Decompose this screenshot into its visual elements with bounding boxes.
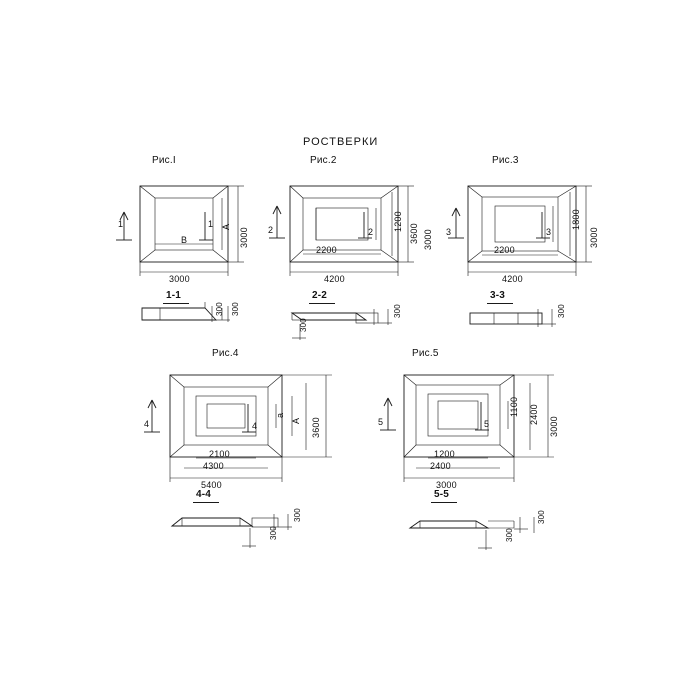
- fig3-plan: [448, 186, 592, 276]
- sheet-title: РОСТВЕРКИ: [303, 136, 379, 148]
- fig5-section-label: 5-5: [434, 489, 450, 500]
- fig4-callout: 4: [144, 419, 150, 429]
- fig1-section-dim-2: 300: [215, 302, 224, 316]
- fig1-height-outer: 3000: [239, 227, 249, 248]
- fig4-inner-a2: a: [275, 412, 285, 418]
- fig3-section: [470, 309, 556, 327]
- fig5-callout-right: 5: [484, 419, 490, 429]
- fig2-section-label: 2-2: [312, 290, 328, 301]
- fig5-callout: 5: [378, 417, 384, 427]
- fig1-inner-a: A: [221, 223, 231, 230]
- fig4-section-dim-2: 300: [269, 526, 278, 540]
- fig5-height-mid: 2400: [529, 404, 539, 425]
- fig5-caption: Рис.5: [412, 348, 439, 359]
- fig5-section-underline: [431, 502, 457, 503]
- fig1-inner-b: B: [181, 235, 188, 245]
- fig2-callout: 2: [268, 225, 274, 235]
- fig5-height-outer: 3000: [549, 416, 559, 437]
- fig5-section-dim-1: 300: [537, 510, 546, 524]
- fig1-section-label: 1-1: [166, 290, 182, 301]
- fig2-height-mid: 3600: [409, 223, 419, 244]
- fig5-width-outer: 3000: [436, 480, 457, 490]
- fig3-callout-right: 3: [546, 227, 552, 237]
- fig1-callout: 1: [118, 219, 124, 229]
- fig5-section: [410, 517, 534, 550]
- fig4-width-inner: 2100: [209, 449, 230, 459]
- fig2-height-inner: 1200: [393, 211, 403, 232]
- fig4-section-underline: [193, 502, 219, 503]
- fig4-width-outer: 5400: [201, 480, 222, 490]
- fig3-callout: 3: [446, 227, 452, 237]
- fig3-height-outer: 3000: [589, 227, 599, 248]
- fig2-callout-right: 2: [368, 227, 374, 237]
- fig2-caption: Рис.2: [310, 155, 337, 166]
- fig3-width-outer: 4200: [502, 274, 523, 284]
- fig5-width-mid: 2400: [430, 461, 451, 471]
- fig4-plan: [144, 375, 332, 482]
- fig4-section-label: 4-4: [196, 489, 212, 500]
- fig2-height-outer: 3000: [423, 229, 433, 250]
- fig4-caption: Рис.4: [212, 348, 239, 359]
- fig1-width-outer: 3000: [169, 274, 190, 284]
- fig2-width-outer: 4200: [324, 274, 345, 284]
- fig4-inner-a: A: [291, 417, 301, 424]
- fig4-height-outer: 3600: [311, 417, 321, 438]
- fig5-section-dim-2: 300: [505, 528, 514, 542]
- fig5-plan: [380, 375, 554, 482]
- fig1-callout-right: 1: [208, 219, 214, 229]
- fig2-width-inner: 2200: [316, 245, 337, 255]
- fig3-section-underline: [487, 303, 513, 304]
- fig3-width-inner: 2200: [494, 245, 515, 255]
- fig4-section-dim-1: 300: [293, 508, 302, 522]
- fig3-section-label: 3-3: [490, 290, 506, 301]
- fig3-section-dim-1: 300: [557, 304, 566, 318]
- fig1-section-underline: [163, 303, 189, 304]
- fig3-height-inner: 1800: [571, 209, 581, 230]
- fig1-plan: [116, 186, 244, 276]
- fig1-caption: Рис.I: [152, 155, 176, 166]
- fig5-width-inner: 1200: [434, 449, 455, 459]
- fig1-section-dim-1: 300: [231, 302, 240, 316]
- fig5-height-inner: 1100: [509, 396, 519, 417]
- fig2-section-underline: [309, 303, 335, 304]
- fig2-section-dim-2: 300: [299, 318, 308, 332]
- fig4-width-mid: 4300: [203, 461, 224, 471]
- fig2-section-dim-1: 300: [393, 304, 402, 318]
- fig4-callout-right: 4: [252, 421, 258, 431]
- fig3-caption: Рис.3: [492, 155, 519, 166]
